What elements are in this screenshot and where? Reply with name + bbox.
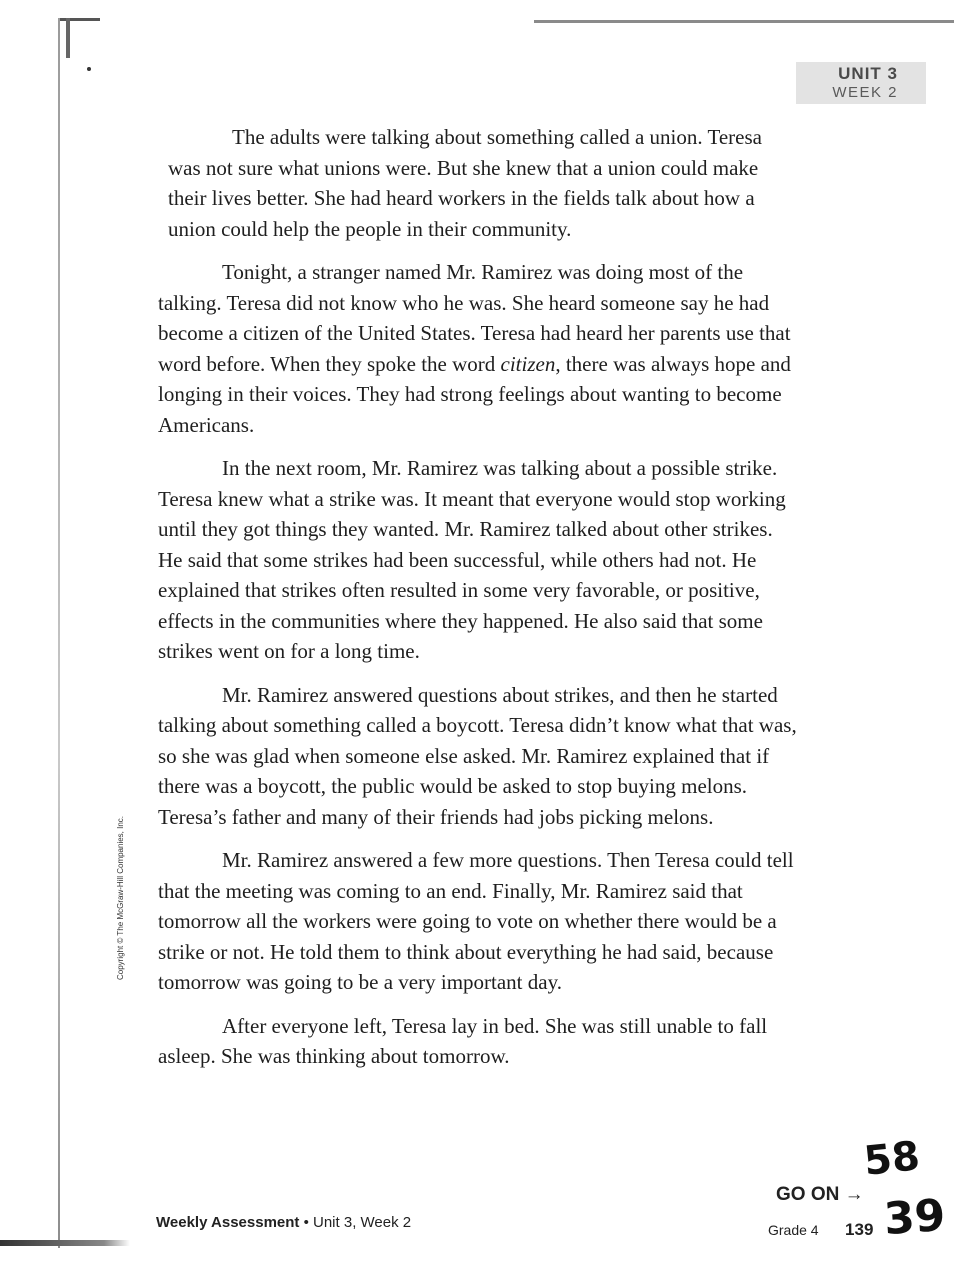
story-paragraph-2 <box>158 257 798 440</box>
story-paragraph-4: Mr. Ramirez answered questions about strikes, and then he started talking about something called a boycott. Teresa didn’t know what that was, so she was glad when someone else asked. Mr. Ramirez explained that if there was a boycott, the public would be asked to stop buying melons. Teresa’s father and many of their friends had jobs picking melons. <box>158 682 797 829</box>
story-paragraph-1: The adults were talking about something called a union. Teresa was not sure what unions were. But she knew that a union could make their lives better. She had heard workers in the fields talk about how a union could help the people in their community. <box>168 125 762 241</box>
unit-week-tab <box>796 62 926 104</box>
scan-corner-mark-vertical <box>66 18 70 58</box>
page-number: 139 <box>845 1220 874 1239</box>
week-label: WEEK 2 <box>832 84 898 101</box>
handwritten-score-top: 58 <box>861 1133 922 1185</box>
scan-edge-top <box>534 20 954 23</box>
arrow-right-icon: → <box>844 1184 864 1205</box>
story-paragraph-2-continuation: , there was always hope and longing in their voices. They had strong feelings about wanting to become Americans. <box>158 351 791 437</box>
story-paragraph-3: In the next room, Mr. Ramirez was talking about a possible strike. Teresa knew what a strike was. It meant that everyone would stop working until they got things they wanted. Mr. Ramirez talked about other strikes. He said that some strikes had been successful, while others had not. He explained that strikes often resulted in some very favorable, or positive, effects in the communities where they happened. He also said that some strikes went on for a long time. <box>158 456 786 663</box>
assessment-unit-week: • Unit 3, Week 2 <box>299 1214 412 1231</box>
go-on-indicator <box>776 1184 864 1206</box>
scan-edge-bottom <box>0 1240 130 1246</box>
go-on-label: GO ON <box>776 1184 840 1205</box>
italic-word-citizen: citizen <box>500 351 556 376</box>
handwritten-score-bottom: 39 <box>882 1189 947 1246</box>
story-paragraph-2-text: Tonight, a stranger named Mr. Ramirez was doing most of the talking. Teresa did not know who he was. She heard someone say he had become a citizen of the United States. Teresa had heard her parents use that word before. When they spoke the word <box>158 260 791 376</box>
scan-edge-left <box>58 18 60 1248</box>
scan-dot <box>87 67 91 71</box>
assessment-title: Weekly Assessment <box>156 1214 300 1231</box>
unit-label: UNIT 3 <box>838 64 898 83</box>
story-text <box>158 122 798 1085</box>
story-paragraph-6: After everyone left, Teresa lay in bed. She was still unable to fall asleep. She was thinking about tomorrow. <box>158 1013 768 1068</box>
footer-assessment <box>156 1214 411 1231</box>
grade-label: Grade 4 <box>768 1222 819 1238</box>
story-paragraph-5: Mr. Ramirez answered a few more questions. Then Teresa could tell that the meeting was coming to an end. Finally, Mr. Ramirez said that tomorrow all the workers were going to vote on whether there would be a strike or not. He told them to think about everything he had said, because tomorrow was going to be a very important day. <box>158 848 794 994</box>
footer-page-info <box>768 1220 873 1240</box>
copyright-notice: Copyright © The McGraw-Hill Companies, Inc. <box>116 815 125 980</box>
